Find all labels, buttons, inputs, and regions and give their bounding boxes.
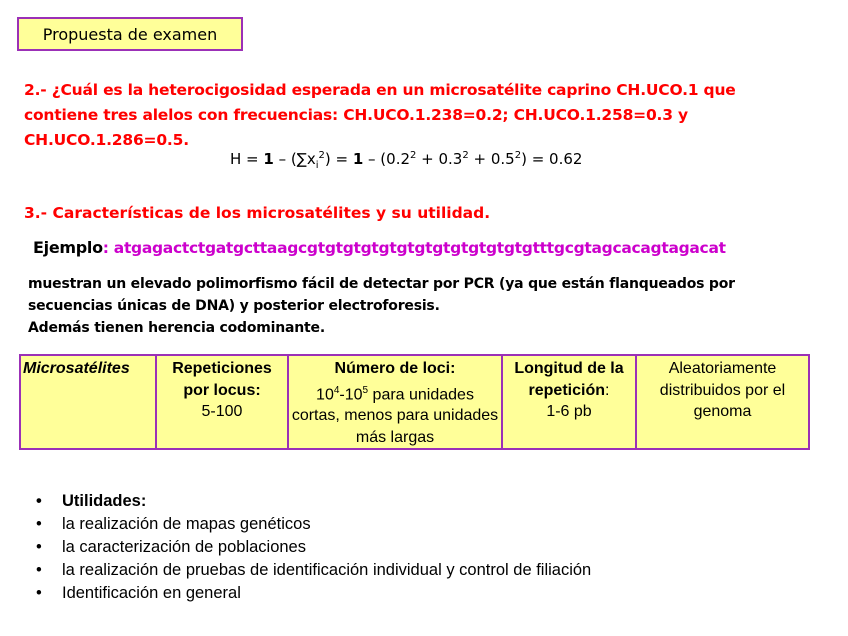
table-cell-loci bbox=[288, 355, 502, 449]
formula-one-b: 1 bbox=[352, 150, 364, 168]
question-2-line-2: contiene tres alelos con frecuencias: CH.UCO.1.238=0.2; CH.UCO.1.258=0.3 y bbox=[24, 106, 688, 124]
table-cell-repetitions bbox=[156, 355, 288, 449]
description-line-2: secuencias únicas de DNA) y posterior electroforesis. bbox=[28, 298, 440, 314]
example-line bbox=[33, 238, 726, 257]
formula-sq-2: 2 bbox=[462, 150, 469, 161]
formula-term-1: – (0.2 bbox=[363, 150, 411, 168]
cell-loci-text: para unidades cortas, menos para unidades más largas bbox=[291, 385, 499, 446]
cell-loci-head: Número de loci: bbox=[334, 360, 456, 377]
example-label: Ejemplo bbox=[33, 238, 103, 257]
slide-title: Propuesta de examen bbox=[42, 24, 218, 44]
list-item: • Identificación en general bbox=[36, 582, 591, 605]
cell-length-value: 1-6 pb bbox=[546, 403, 592, 420]
formula-close: ) = bbox=[324, 150, 353, 168]
cell-microsatellites-label: Microsatélites bbox=[23, 360, 130, 377]
list-item: • la realización de mapas genéticos bbox=[36, 513, 591, 536]
list-item: • la realización de pruebas de identificación individual y control de filiación bbox=[36, 559, 591, 582]
question-2-line-3: CH.UCO.1.286=0.5. bbox=[24, 131, 189, 149]
microsatellite-table bbox=[19, 354, 810, 450]
formula-sum: – (∑x bbox=[273, 150, 316, 168]
cell-loci-base-2: -10 bbox=[339, 385, 363, 403]
cell-length-head: Longitud de la repetición bbox=[514, 360, 624, 399]
formula-term-2: + 0.3 bbox=[416, 150, 463, 168]
slide-title-box bbox=[17, 17, 243, 51]
microsatellite-description bbox=[28, 273, 788, 339]
example-sequence: atgagactctgatgcttaagcgtgtgtgtgtgtgtgtgtgtgtgtgtttgcgtagcacagtagacat bbox=[113, 239, 726, 257]
description-line-3: Además tienen herencia codominante. bbox=[28, 320, 325, 336]
formula-sup-2: 2 bbox=[318, 150, 325, 161]
list-item: • la caracterización de poblaciones bbox=[36, 536, 591, 559]
table-cell-length bbox=[502, 355, 636, 449]
formula-one-a: 1 bbox=[263, 150, 274, 168]
cell-repetitions-value: 5-100 bbox=[201, 403, 243, 420]
table-cell-microsatellites bbox=[20, 355, 156, 449]
utilities-heading: • Utilidades: bbox=[36, 490, 591, 513]
question-3: 3.- Características de los microsatélites y su utilidad. bbox=[24, 204, 491, 222]
cell-loci-exp-1: 4 bbox=[333, 384, 340, 396]
cell-loci-base-1: 10 bbox=[316, 385, 334, 403]
formula-lhs: H = bbox=[230, 150, 264, 168]
formula-term-3: + 0.5 bbox=[468, 150, 515, 168]
example-colon: : bbox=[102, 239, 114, 257]
cell-distribution-text: Aleatoriamente distribuidos por el genoma bbox=[659, 360, 786, 420]
formula-result: ) = 0.62 bbox=[521, 150, 583, 168]
heterozygosity-formula bbox=[230, 150, 582, 171]
table-cell-distribution bbox=[636, 355, 809, 449]
cell-loci-exp-2: 5 bbox=[362, 384, 369, 396]
cell-repetitions-head: Repeticiones por locus: bbox=[172, 360, 272, 399]
question-2 bbox=[24, 78, 784, 153]
description-line-1: muestran un elevado polimorfismo fácil de detectar por PCR (ya que están flanqueados por bbox=[28, 276, 735, 292]
cell-length-colon: : bbox=[605, 381, 610, 399]
utilities-list bbox=[36, 490, 591, 605]
formula-sub-i: i bbox=[315, 160, 319, 171]
formula-sq-1: 2 bbox=[410, 150, 417, 161]
formula-sq-3: 2 bbox=[514, 150, 522, 161]
table-row bbox=[20, 355, 809, 449]
question-2-line-1: 2.- ¿Cuál es la heterocigosidad esperada en un microsatélite caprino CH.UCO.1 que bbox=[24, 81, 736, 99]
